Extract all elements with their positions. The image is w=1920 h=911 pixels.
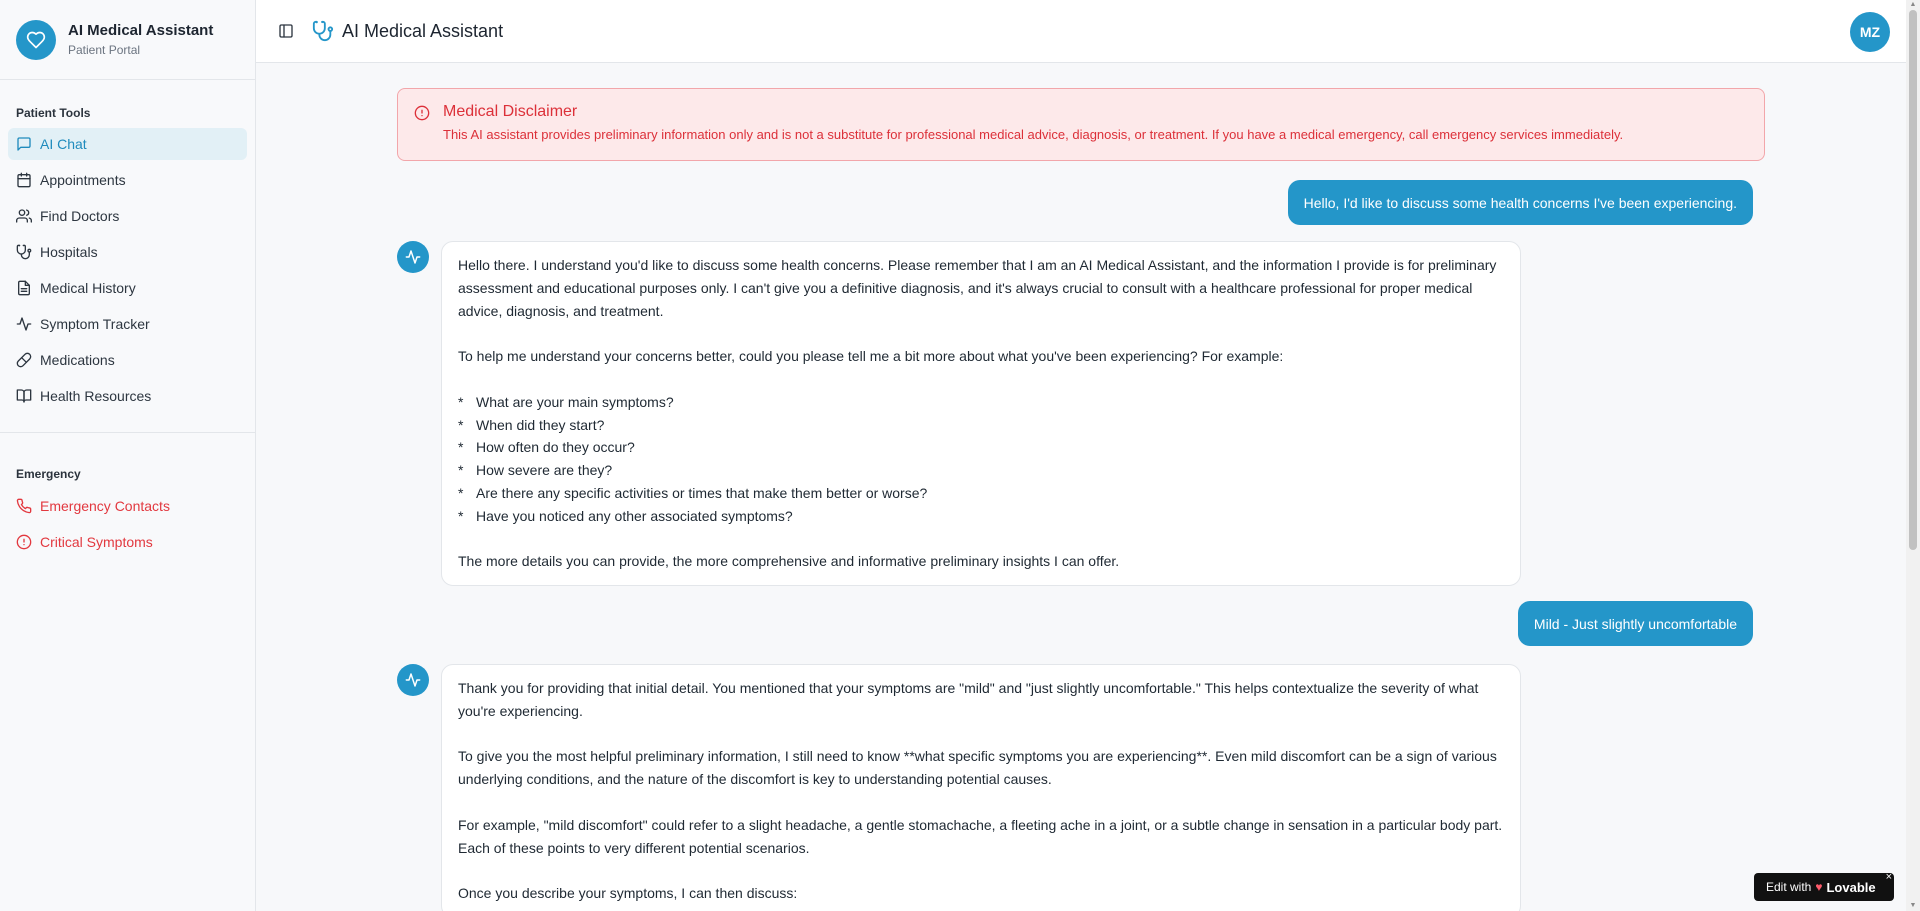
sidebar-item-label: AI Chat (40, 136, 87, 152)
pill-icon (16, 352, 32, 368)
message-paragraph: Thank you for providing that initial detail. You mentioned that your symptoms are "mild" and "just slightly uncomfortable." This helps contextualize the severity of what you're experiencing. (458, 680, 1479, 719)
sidebar-item-label: Critical Symptoms (40, 534, 153, 550)
sidebar-item-find-doctors[interactable] (8, 200, 247, 232)
sidebar-item-label: Hospitals (40, 244, 98, 260)
sidebar-item-label: Medications (40, 352, 115, 368)
section-label-patient-tools: Patient Tools (16, 106, 91, 120)
message-paragraph: The more details you can provide, the more comprehensive and informative preliminary insights I can offer. (458, 553, 1120, 570)
activity-icon (397, 241, 429, 273)
alert-circle-icon (16, 534, 32, 550)
sidebar-item-label: Medical History (40, 280, 136, 296)
sidebar-item-medical-history[interactable] (8, 272, 247, 304)
section-label-emergency: Emergency (16, 467, 81, 481)
alert-circle-icon (414, 105, 430, 121)
message-paragraph: For example, "mild discomfort" could refer to a slight headache, a gentle stomachache, a fleeting ache in a joint, or a subtle change in sensation in a particular body part. Each of these points to very different potential scenarios. (458, 816, 1503, 856)
page-scrollbar[interactable] (1906, 0, 1920, 911)
stethoscope-icon (312, 20, 334, 42)
medical-disclaimer (397, 88, 1765, 161)
page-title (312, 20, 503, 42)
list-item: * Have you noticed any other associated symptoms? (458, 507, 793, 524)
sidebar-item-label: Health Resources (40, 388, 152, 404)
sidebar-item-label: Symptom Tracker (40, 316, 150, 332)
ai-message-bubble (441, 241, 1521, 586)
list-item: * How severe are they? (458, 462, 613, 479)
sidebar-item-label: Emergency Contacts (40, 498, 170, 514)
heart-icon: ♥ (1815, 880, 1823, 894)
sidebar-item-health-resources[interactable] (8, 380, 247, 412)
list-item: * How often do they occur? (458, 439, 635, 456)
sidebar-item-critical-symptoms[interactable] (8, 526, 247, 558)
list-item: * Are there any specific activities or times that make them better or worse? (458, 484, 928, 501)
user-message: Hello, I'd like to discuss some health concerns I've been experiencing. (1288, 180, 1753, 225)
panel-left-icon (278, 23, 294, 39)
page-title-text: AI Medical Assistant (342, 20, 504, 41)
message-paragraph: Hello there. I understand you'd like to discuss some health concerns. Please remember that I am an AI Medical Assistant, and the information I provide is for preliminary assessment and educational purposes only. I can't give you a definitive diagnosis, and it's always crucial to consult with a healthcare professional for proper medical advice, diagnosis, and treatment. (458, 257, 1497, 319)
top-header (256, 0, 1920, 63)
phone-icon (16, 498, 32, 514)
stethoscope-icon (16, 244, 32, 260)
activity-icon (16, 316, 32, 332)
list-item: * What are your main symptoms? (458, 393, 674, 410)
brand-subtitle: Patient Portal (68, 43, 141, 57)
badge-prefix: Edit with (1766, 880, 1812, 894)
sidebar-item-medications[interactable] (8, 344, 247, 376)
badge-brand: Lovable (1826, 879, 1876, 895)
sidebar-item-hospitals[interactable] (8, 236, 247, 268)
sidebar (0, 0, 256, 911)
disclaimer-title: Medical Disclaimer (443, 103, 578, 120)
sidebar-item-symptom-tracker[interactable] (8, 308, 247, 340)
user-message: Mild - Just slightly uncomfortable (1518, 601, 1753, 646)
close-icon[interactable]: × (1885, 871, 1892, 883)
message-icon (16, 136, 32, 152)
sidebar-item-ai-chat[interactable] (8, 128, 247, 160)
sidebar-toggle-button[interactable] (272, 17, 300, 45)
scroll-thumb[interactable] (1909, 10, 1917, 550)
disclaimer-text: This AI assistant provides preliminary information only and is not a substitute for professional medical advice, diagnosis, or treatment. If you have a medical emergency, call emergency services immediately. (443, 127, 1624, 142)
scroll-up-arrow-icon[interactable]: ▲ (1909, 1, 1917, 8)
sidebar-item-appointments[interactable] (8, 164, 247, 196)
brand-title: AI Medical Assistant (68, 22, 214, 39)
brand (0, 0, 255, 80)
ai-message-bubble (441, 664, 1521, 911)
message-paragraph: Once you describe your symptoms, I can then discuss: (458, 885, 798, 902)
list-item: * When did they start? (458, 416, 605, 433)
edit-with-lovable-badge[interactable] (1754, 873, 1894, 901)
book-icon (16, 388, 32, 404)
sidebar-item-label: Appointments (40, 172, 126, 188)
heart-logo-icon (16, 20, 56, 60)
sidebar-item-label: Find Doctors (40, 208, 120, 224)
users-icon (16, 208, 32, 224)
scroll-down-arrow-icon[interactable]: ▼ (1909, 902, 1917, 909)
avatar[interactable]: MZ (1850, 12, 1890, 52)
chat-area (256, 64, 1906, 911)
calendar-icon (16, 172, 32, 188)
message-paragraph: To help me understand your concerns better, could you please tell me a bit more about what you've been experiencing? For example: (458, 348, 1284, 365)
message-paragraph: To give you the most helpful preliminary information, I still need to know **what specific symptoms you are experiencing**. Even mild discomfort can be a sign of various underlying conditions, and the nature of the discomfort is key to understanding potential causes. (458, 748, 1497, 788)
activity-icon (397, 664, 429, 696)
file-icon (16, 280, 32, 296)
sidebar-item-emergency-contacts[interactable] (8, 490, 247, 522)
